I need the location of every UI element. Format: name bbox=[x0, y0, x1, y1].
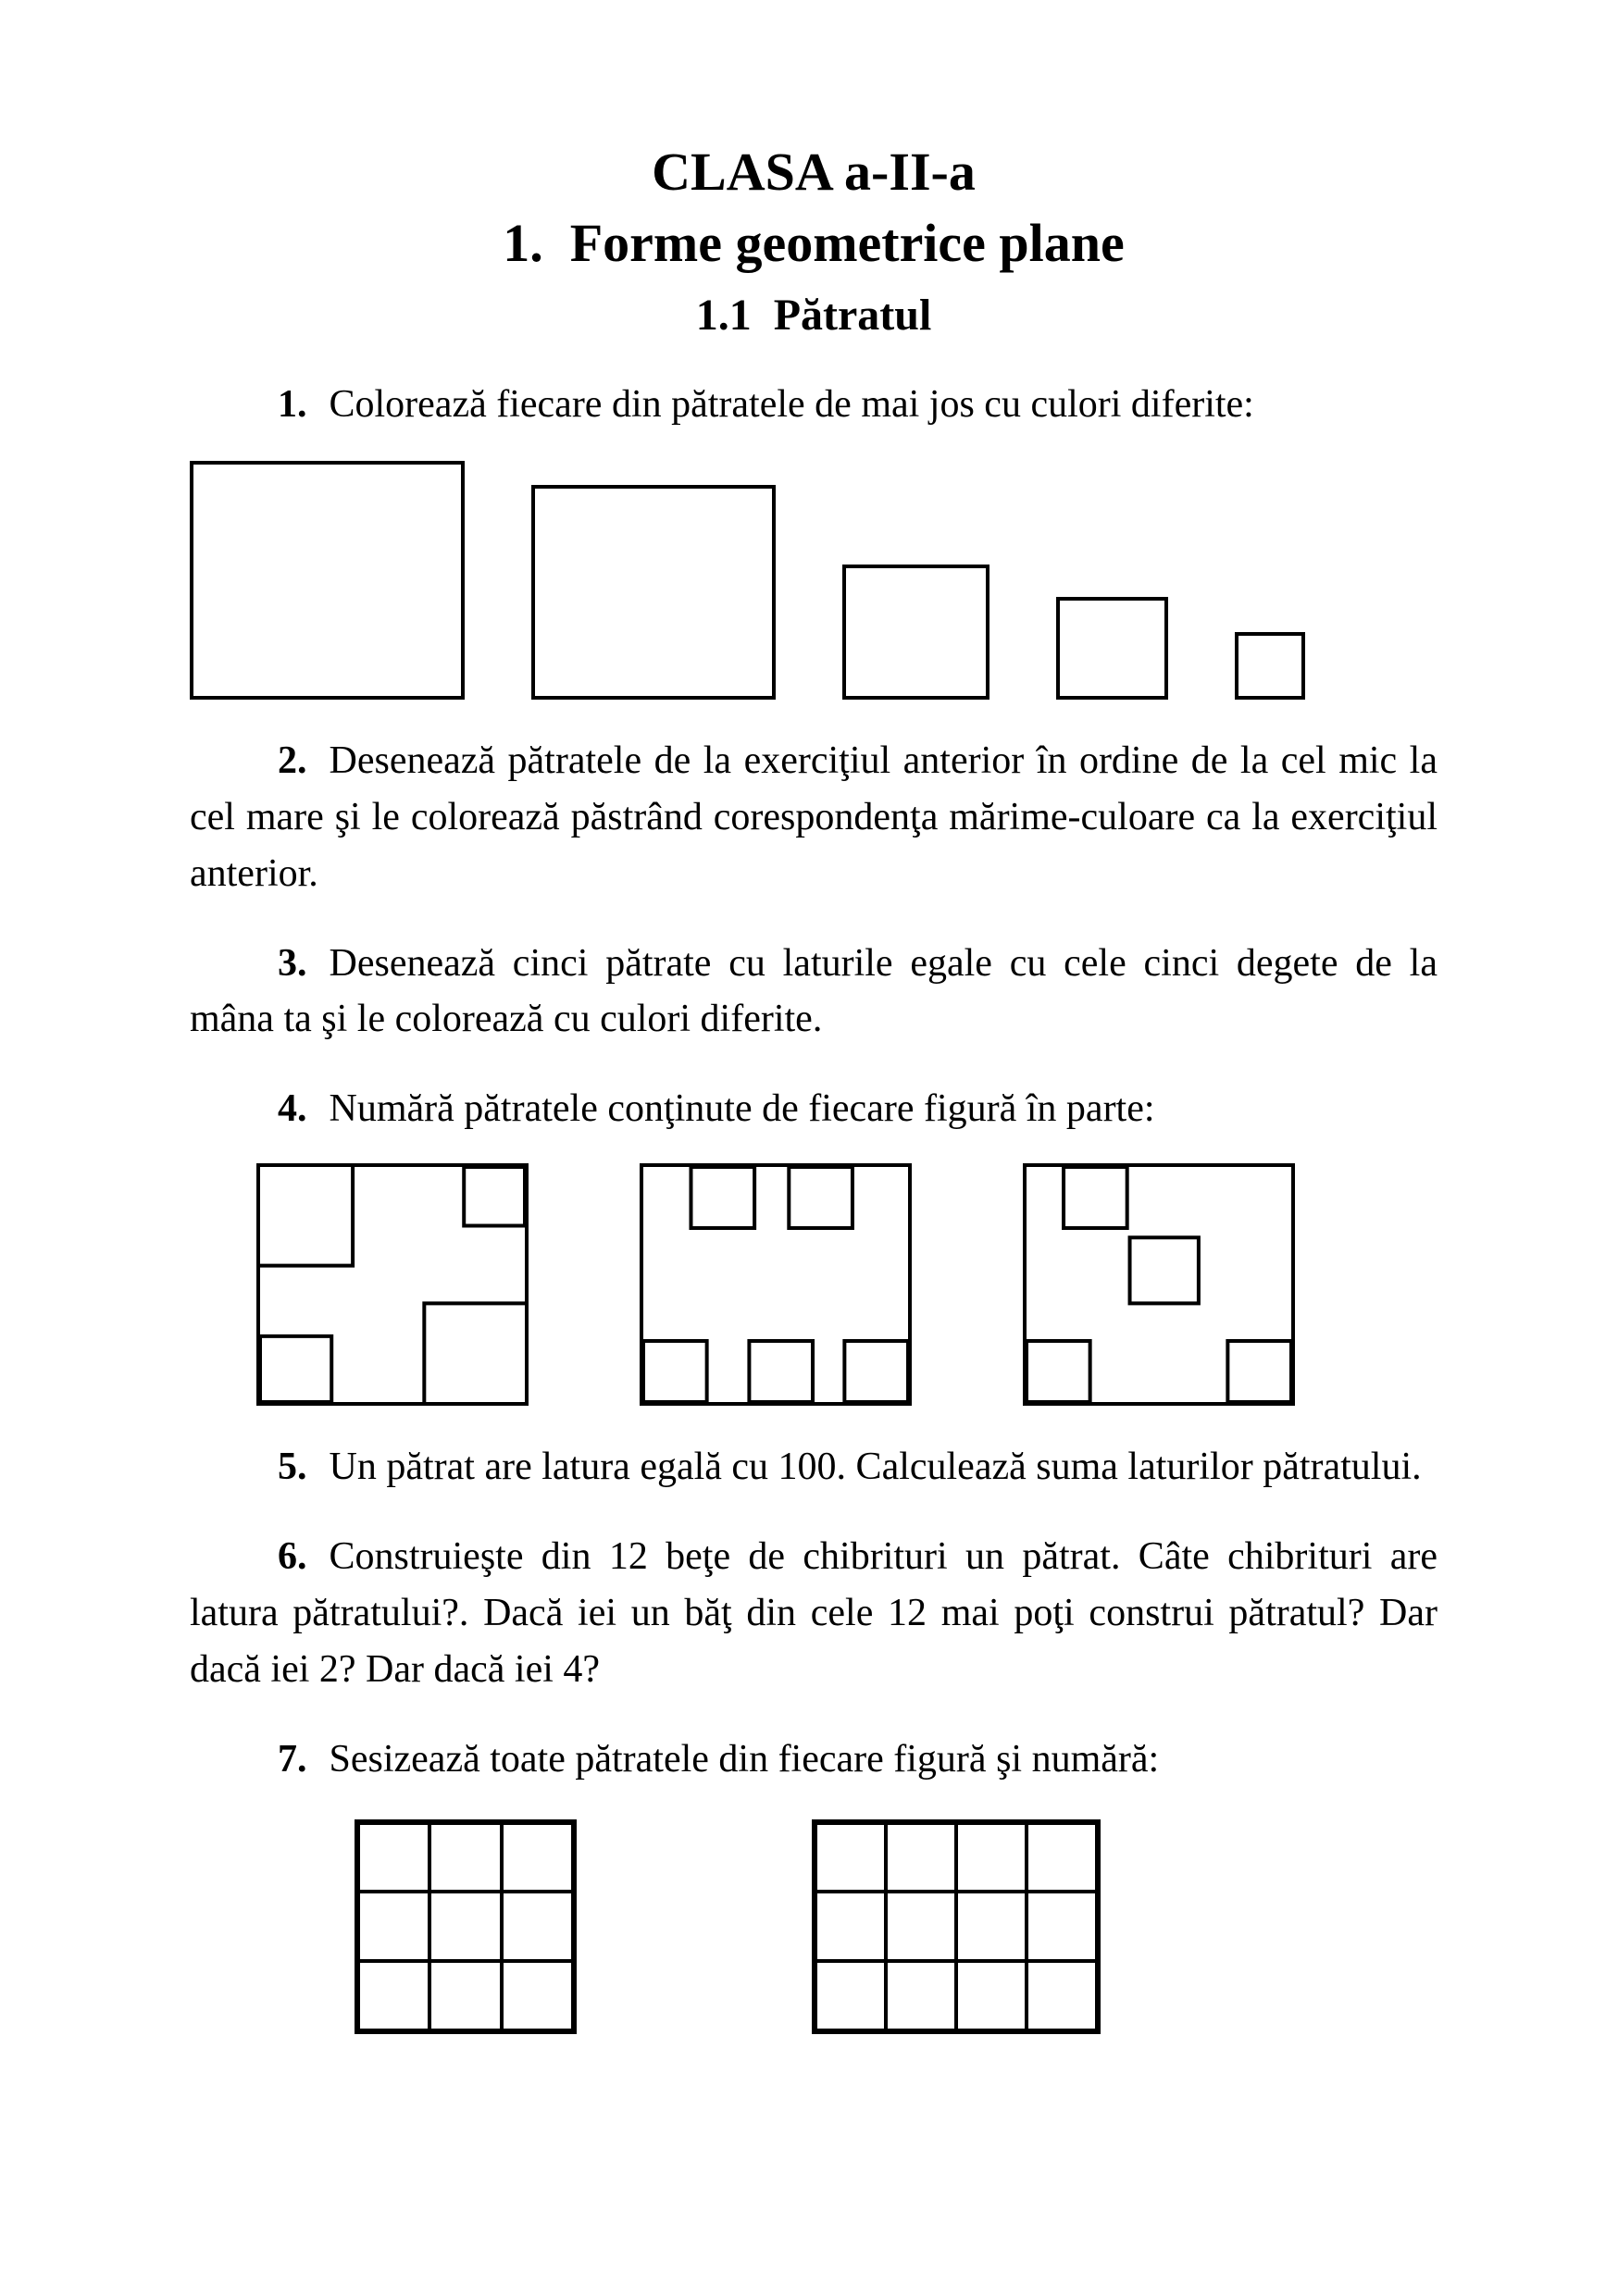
blank-squares-row bbox=[190, 461, 1438, 700]
grid-cell bbox=[429, 1892, 501, 1961]
page-title: CLASA a-II-a bbox=[652, 142, 976, 202]
blank-square-5 bbox=[1235, 632, 1305, 700]
exercise-4-text: Numără pătratele conţinute de fiecare figură în parte: bbox=[329, 1087, 1155, 1131]
grid-cell bbox=[886, 1961, 956, 2030]
count-squares-figures-row bbox=[256, 1163, 1438, 1406]
squares-grid-3x3 bbox=[355, 1819, 577, 2034]
exercise-1-text: Colorează fiecare din pătratele de mai jos cu culori diferite: bbox=[329, 383, 1254, 426]
grid-cell bbox=[358, 1823, 429, 1893]
grid-cell bbox=[815, 1892, 886, 1961]
grid-cell bbox=[815, 1823, 886, 1893]
exercise-6-number: 6. bbox=[278, 1535, 307, 1579]
squares-grid-4x3 bbox=[812, 1819, 1101, 2034]
blank-square-4 bbox=[1056, 597, 1168, 700]
grid-cell bbox=[502, 1823, 573, 1893]
exercise-6-paragraph bbox=[190, 1529, 1438, 1698]
grid-cell bbox=[1027, 1823, 1097, 1893]
count-squares-figure-2 bbox=[640, 1163, 912, 1406]
blank-square-3 bbox=[842, 565, 989, 700]
exercise-6-text: Construieşte din 12 beţe de chibrituri un pătrat. Câte chibrituri are latura pătratului?. Dacă iei un băţ din cele 12 mai poţi construi pătratul? Dar dacă iei 2? Dar dacă iei 4? bbox=[190, 1535, 1438, 1691]
exercise-4-paragraph bbox=[190, 1081, 1438, 1137]
find-squares-grids-row bbox=[355, 1819, 1438, 2034]
exercise-5-text: Un pătrat are latura egală cu 100. Calculează suma laturilor pătratului. bbox=[329, 1446, 1422, 1489]
blank-square-1 bbox=[190, 461, 465, 700]
exercise-3-paragraph bbox=[190, 936, 1438, 1049]
exercise-2-paragraph bbox=[190, 733, 1438, 902]
grid-cell bbox=[956, 1892, 1027, 1961]
exercise-3-number: 3. bbox=[278, 941, 307, 985]
grid-cell bbox=[502, 1892, 573, 1961]
grid-cell bbox=[358, 1961, 429, 2030]
exercise-7-text: Sesizează toate pătratele din fiecare figură şi numără: bbox=[329, 1737, 1160, 1781]
grid-cell bbox=[358, 1892, 429, 1961]
grid-cell bbox=[1027, 1892, 1097, 1961]
grid-cell bbox=[956, 1961, 1027, 2030]
grid-cell bbox=[886, 1892, 956, 1961]
exercise-1-number: 1. bbox=[278, 383, 307, 426]
exercise-2-text: Desenează pătratele de la exerciţiul anterior în ordine de la cel mic la cel mare şi le colorează păstrând corespondenţa mărime-culoare ca la exerciţiul anterior. bbox=[190, 738, 1438, 895]
section-heading: 1.1 Pătratul bbox=[695, 291, 932, 340]
count-squares-figure-1 bbox=[256, 1163, 529, 1406]
grid-cell bbox=[1027, 1961, 1097, 2030]
exercise-7-number: 7. bbox=[278, 1737, 307, 1781]
chapter-heading: 1. Forme geometrice plane bbox=[503, 212, 1125, 273]
exercise-7-paragraph bbox=[190, 1731, 1438, 1788]
exercise-1-paragraph bbox=[190, 377, 1438, 433]
grid-cell bbox=[956, 1823, 1027, 1893]
grid-cell bbox=[502, 1961, 573, 2030]
grid-cell bbox=[429, 1823, 501, 1893]
grid-cell bbox=[886, 1823, 956, 1893]
grid-cell bbox=[815, 1961, 886, 2030]
exercise-2-number: 2. bbox=[278, 738, 307, 782]
count-squares-figure-3 bbox=[1023, 1163, 1295, 1406]
exercise-5-number: 5. bbox=[278, 1446, 307, 1489]
grid-cell bbox=[429, 1961, 501, 2030]
exercise-4-number: 4. bbox=[278, 1087, 307, 1131]
blank-square-2 bbox=[531, 485, 776, 700]
exercise-5-paragraph bbox=[190, 1439, 1438, 1496]
exercise-3-text: Desenează cinci pătrate cu laturile egale cu cele cinci degete de la mâna ta şi le colorează cu culori diferite. bbox=[190, 941, 1438, 1041]
